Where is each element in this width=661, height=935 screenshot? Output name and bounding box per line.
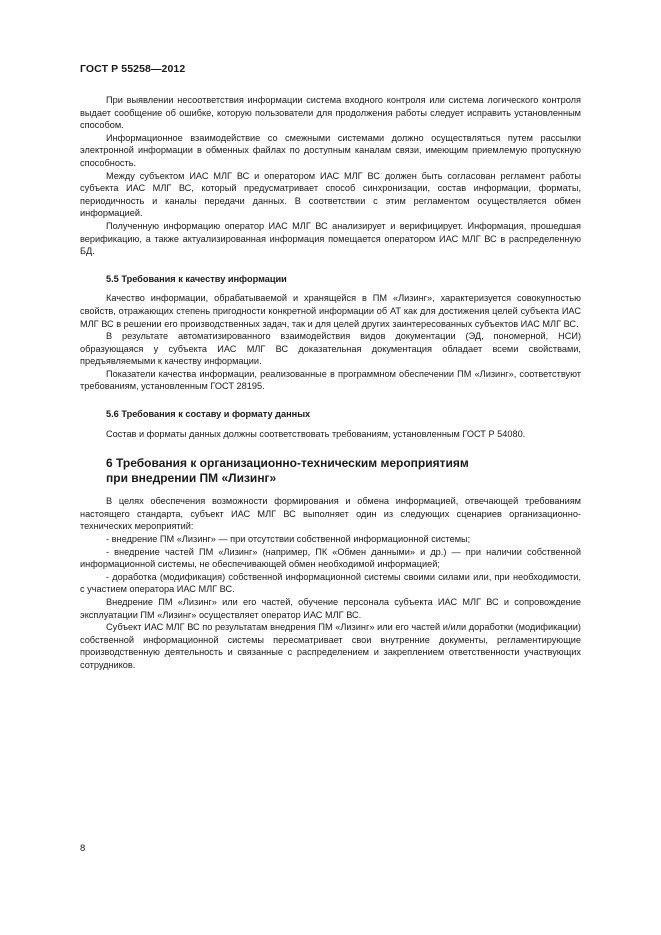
paragraph: Внедрение ПМ «Лизинг» или его частей, обучение персонала субъекта ИАС МЛГ ВС и сопровождение эксплуатации ПМ «Лизинг» осуществляет оператор ИАС МЛГ ВС. <box>80 597 581 620</box>
subsection-heading-5-6: 5.6 Требования к составу и формату данных <box>106 409 311 420</box>
page-number: 8 <box>80 843 86 854</box>
paragraph: При выявлении несоответствия информации система входного контроля или система логического контроля выдает сообщение об ошибке, которую пользователи для продолжения работы следует исправить установленным способом. <box>80 95 581 131</box>
subsection-heading-5-5: 5.5 Требования к качеству информации <box>106 273 287 284</box>
section-heading-line: при внедрении ПМ «Лизинг» <box>106 471 277 486</box>
list-item: - внедрение ПМ «Лизинг» — при отсутствии собственной информационной системы; <box>106 534 471 545</box>
paragraph: В результате автоматизированного взаимодействия видов документации (ЭД, пономерной, НСИ) образующаяся у субъекта ИАС МЛГ ВС доказательная документация обладает всеми свойствами, предъявляемыми к качеству информации. <box>80 331 581 367</box>
paragraph: Информационное взаимодействие со смежными системами должно осуществляться путем рассылки электронной информации в обменных файлах по доступным каналам связи, имеющим приемлемую пропускную способность. <box>80 132 581 168</box>
paragraph: Между субъектом ИАС МЛГ ВС и оператором ИАС МЛГ ВС должен быть согласован регламент работы субъекта ИАС МЛГ ВС, который предусматривает способ синхронизации, состав информации, форматы, периодичность и каналы передачи данных. В соответствии с этим регламентом осуществляется обмен информацией. <box>80 170 581 219</box>
section-heading-6 <box>106 456 581 486</box>
paragraph: В целях обеспечения возможности формирования и обмена информацией, отвечающей требованиям настоящего стандарта, субъект ИАС МЛГ ВС выполняет один из следующих сценариев организационно-технических мероприятий: <box>80 496 581 532</box>
section-heading-line: 6 Требования к организационно-техническим мероприятиям <box>106 456 469 471</box>
page-content <box>80 94 581 672</box>
paragraph: Субъект ИАС МЛГ ВС по результатам внедрения ПМ «Лизинг» или его частей и/или доработки (модификации) собственной информационной системы пересматривает свои внутренние документы, регламентирующие производственную деятельность и связанные с распределением и закреплением ответственности участвующих сотрудников. <box>80 622 581 670</box>
paragraph: Качество информации, обрабатываемой и хранящейся в ПМ «Лизинг», характеризуется совокупностью свойств, отражающих степень пригодности конкретной информации об АТ как для достижения целей субъекта ИАС МЛГ ВС в решении его производственных задач, так и для целей других заинтересованных субъектов ИАС МЛГ ВС. <box>80 293 581 329</box>
standard-header: ГОСТ Р 55258—2012 <box>80 63 186 75</box>
paragraph: Показатели качества информации, реализованные в программном обеспечении ПМ «Лизинг», соответствуют требованиям, установленным ГОСТ 28195. <box>80 368 581 392</box>
paragraph: Состав и форматы данных должны соответствовать требованиям, установленным ГОСТ Р 54080. <box>106 428 526 439</box>
list-item: - внедрение частей ПМ «Лизинг» (например, ПК «Обмен данными» и др.) — при наличии собственной информационной системы, не обеспечивающей обмен необходимой информацией; <box>80 546 581 570</box>
list-item: - доработка (модификация) собственной информационной системы своими силами или, при необходимости, с участием оператора ИАС МЛГ ВС. <box>80 571 581 595</box>
paragraph: Полученную информацию оператор ИАС МЛГ ВС анализирует и верифицирует. Информация, прошедшая верификацию, а также актуализированная информация помещается оператором ИАС МЛГ ВС в распределенную БД. <box>80 220 581 257</box>
